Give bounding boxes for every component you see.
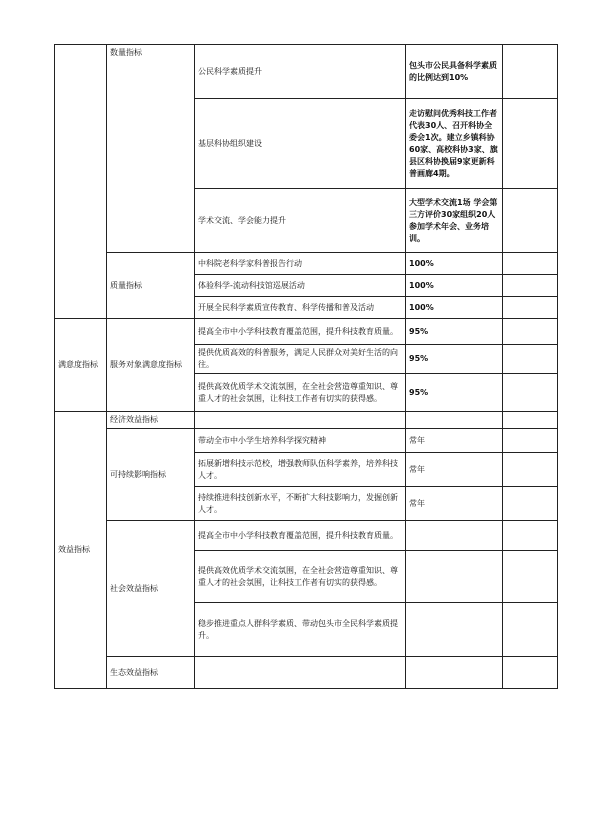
indicator-cell: 中科院老科学家科普报告行动 bbox=[195, 253, 406, 275]
remark-cell bbox=[503, 412, 558, 429]
remark-cell bbox=[503, 319, 558, 345]
table-row bbox=[55, 521, 558, 551]
level2-quantity: 数量指标 bbox=[107, 45, 195, 253]
level1-cell-empty bbox=[55, 45, 107, 319]
indicator-cell: 提高全市中小学科技教育覆盖范围，提升科技教育质量。 bbox=[195, 521, 406, 551]
indicator-cell: 带动全市中小学生培养科学探究精神 bbox=[195, 429, 406, 453]
remark-cell bbox=[503, 345, 558, 374]
indicator-cell: 拓展新增科技示范校，增强教师队伍科学素养，培养科技人才。 bbox=[195, 453, 406, 487]
table-row bbox=[55, 253, 558, 275]
indicator-cell: 提高全市中小学科技教育覆盖范围，提升科技教育质量。 bbox=[195, 319, 406, 345]
level1-benefit: 效益指标 bbox=[55, 412, 107, 689]
value-cell: 95% bbox=[406, 319, 503, 345]
value-cell: 常年 bbox=[406, 487, 503, 521]
remark-cell bbox=[503, 429, 558, 453]
value-cell bbox=[406, 603, 503, 657]
value-cell: 100% bbox=[406, 275, 503, 297]
table-row bbox=[55, 429, 558, 453]
value-cell bbox=[406, 657, 503, 689]
remark-cell bbox=[503, 521, 558, 551]
table-row bbox=[55, 45, 558, 99]
indicator-cell: 开展全民科学素质宣传教育、科学传播和普及活动 bbox=[195, 297, 406, 319]
remark-cell bbox=[503, 275, 558, 297]
remark-cell bbox=[503, 603, 558, 657]
value-cell bbox=[406, 521, 503, 551]
remark-cell bbox=[503, 45, 558, 99]
value-cell: 走访慰问优秀科技工作者代表30人、召开科协全委会1次。建立乡镇科协60家、高校科协3家、旗县区科协换届9家更新科普画廊4期。 bbox=[406, 99, 503, 189]
indicator-cell: 稳步推进重点人群科学素质、带动包头市全民科学素质提升。 bbox=[195, 603, 406, 657]
level2-ecological: 生态效益指标 bbox=[107, 657, 195, 689]
level2-social: 社会效益指标 bbox=[107, 521, 195, 657]
indicator-cell: 学术交流、学会能力提升 bbox=[195, 189, 406, 253]
remark-cell bbox=[503, 189, 558, 253]
indicator-cell: 提供高效优质学术交流氛围，在全社会营造尊重知识、尊重人才的社会氛围，让科技工作者有切实的获得感。 bbox=[195, 374, 406, 412]
table-row bbox=[55, 319, 558, 345]
level1-satisfaction: 满意度指标 bbox=[55, 319, 107, 412]
value-cell: 包头市公民具备科学素质的比例达到10% bbox=[406, 45, 503, 99]
indicator-cell: 持续推进科技创新水平，不断扩大科技影响力，发掘创新人才。 bbox=[195, 487, 406, 521]
table-row bbox=[55, 412, 558, 429]
value-cell bbox=[406, 412, 503, 429]
value-cell: 100% bbox=[406, 297, 503, 319]
value-cell: 大型学术交流1场 学会第三方评价30家组织20人参加学术年会、业务培训。 bbox=[406, 189, 503, 253]
remark-cell bbox=[503, 551, 558, 603]
remark-cell bbox=[503, 253, 558, 275]
indicator-cell: 公民科学素质提升 bbox=[195, 45, 406, 99]
remark-cell bbox=[503, 297, 558, 319]
indicator-cell bbox=[195, 412, 406, 429]
value-cell: 100% bbox=[406, 253, 503, 275]
indicator-cell: 基层科协组织建设 bbox=[195, 99, 406, 189]
table-row bbox=[55, 657, 558, 689]
remark-cell bbox=[503, 453, 558, 487]
level2-service-satisfaction: 服务对象满意度指标 bbox=[107, 319, 195, 412]
remark-cell bbox=[503, 657, 558, 689]
remark-cell bbox=[503, 487, 558, 521]
value-cell bbox=[406, 551, 503, 603]
level2-economic: 经济效益指标 bbox=[107, 412, 195, 429]
value-cell: 常年 bbox=[406, 429, 503, 453]
indicator-cell: 体验科学-流动科技馆巡展活动 bbox=[195, 275, 406, 297]
remark-cell bbox=[503, 99, 558, 189]
indicator-cell: 提供高效优质学术交流氛围，在全社会营造尊重知识、尊重人才的社会氛围，让科技工作者有切实的获得感。 bbox=[195, 551, 406, 603]
level2-sustainable: 可持续影响指标 bbox=[107, 429, 195, 521]
performance-indicator-table bbox=[54, 44, 558, 689]
value-cell: 95% bbox=[406, 374, 503, 412]
indicator-cell bbox=[195, 657, 406, 689]
value-cell: 95% bbox=[406, 345, 503, 374]
value-cell: 常年 bbox=[406, 453, 503, 487]
indicator-cell: 提供优质高效的科普服务，满足人民群众对美好生活的向往。 bbox=[195, 345, 406, 374]
remark-cell bbox=[503, 374, 558, 412]
level2-quality: 质量指标 bbox=[107, 253, 195, 319]
